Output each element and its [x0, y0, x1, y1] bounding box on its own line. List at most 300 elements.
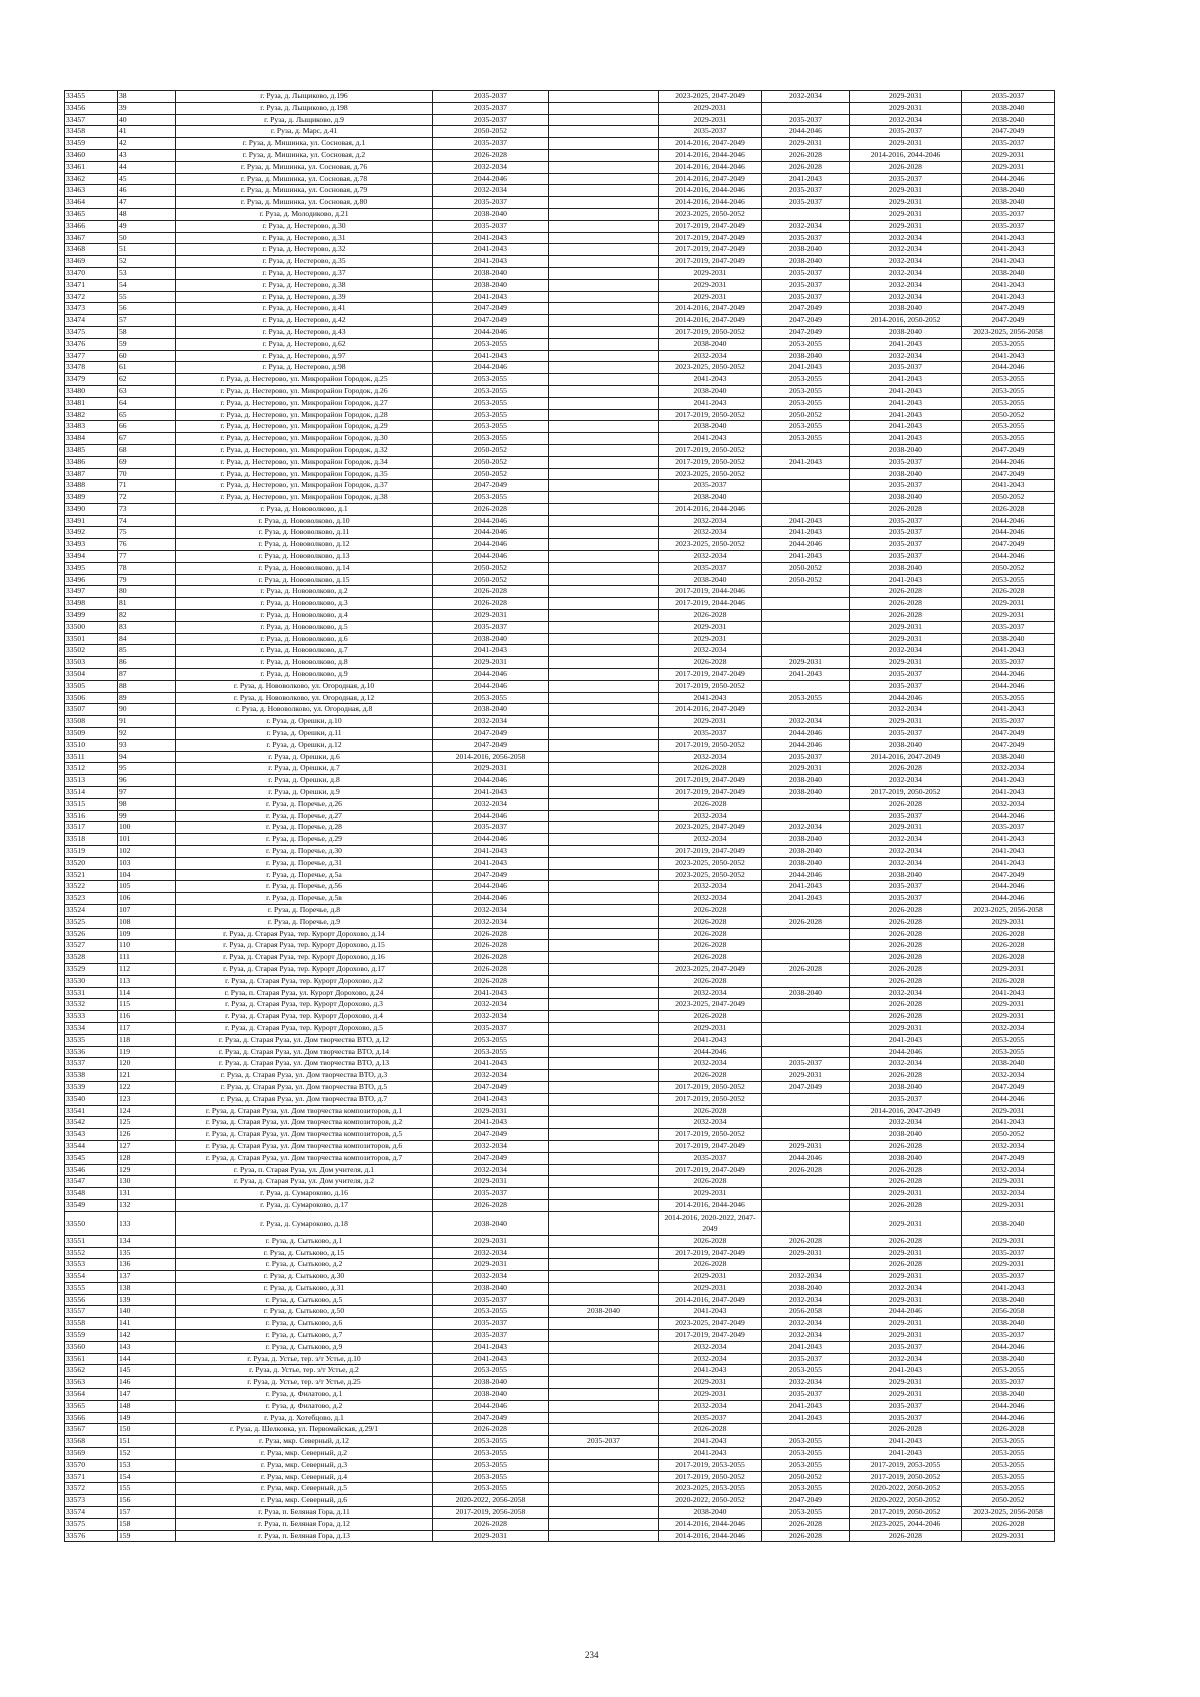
table-cell: 33551 [65, 1235, 118, 1247]
table-cell: 2035-2037 [433, 1188, 549, 1200]
table-cell: 72 [118, 492, 176, 504]
table-cell: 33561 [65, 1353, 118, 1365]
table-cell: 2035-2037 [433, 1318, 549, 1330]
table-cell [762, 621, 850, 633]
table-cell: 2044-2046 [433, 1400, 549, 1412]
table-cell: 2032-2034 [850, 256, 962, 268]
table-cell: 2014-2016, 2044-2046 [659, 197, 762, 209]
table-cell: 2047-2049 [962, 468, 1055, 480]
table-cell: 2041-2043 [962, 846, 1055, 858]
table-cell: 2029-2031 [762, 657, 850, 669]
table-cell: 2035-2037 [762, 232, 850, 244]
table-cell: г. Руза, д. Орешки, д.12 [176, 739, 433, 751]
table-cell: 33573 [65, 1495, 118, 1507]
table-cell [762, 904, 850, 916]
table-cell [549, 1129, 659, 1141]
table-cell: 33494 [65, 551, 118, 563]
table-cell: г. Руза, д. Шелковка, ул. Первомайская, д.29/1 [176, 1424, 433, 1436]
table-cell: 143 [118, 1341, 176, 1353]
table-cell: 2032-2034 [762, 220, 850, 232]
table-cell: 2047-2049 [433, 1081, 549, 1093]
table-row [65, 598, 1055, 610]
table-cell: 68 [118, 444, 176, 456]
table-cell: г. Руза, д. Филатово, д.2 [176, 1400, 433, 1412]
table-cell: г. Руза, д. Нестерово, ул. Микрорайон Городок, д.30 [176, 433, 433, 445]
table-cell: 33531 [65, 987, 118, 999]
table-cell: 2029-2031 [850, 1188, 962, 1200]
table-row [65, 1483, 1055, 1495]
table-cell [549, 999, 659, 1011]
table-cell: 2053-2055 [433, 374, 549, 386]
table-cell [549, 1389, 659, 1401]
table-cell: 2041-2043 [850, 574, 962, 586]
table-cell [549, 704, 659, 716]
table-cell: 2020-2022, 2050-2052 [850, 1495, 962, 1507]
table-cell: 33482 [65, 409, 118, 421]
table-cell: 2041-2043 [762, 1412, 850, 1424]
table-row [65, 739, 1055, 751]
table-cell: 2026-2028 [850, 1199, 962, 1211]
table-cell [762, 1034, 850, 1046]
table-cell: 2035-2037 [433, 1330, 549, 1342]
table-cell: г. Руза, д. Нестерово, д.42 [176, 315, 433, 327]
table-row [65, 161, 1055, 173]
table-row [65, 220, 1055, 232]
table-cell: 75 [118, 527, 176, 539]
table-cell: 82 [118, 610, 176, 622]
table-cell: 2017-2019, 2047-2049 [659, 244, 762, 256]
table-cell: 2032-2034 [659, 1117, 762, 1129]
table-cell [549, 102, 659, 114]
table-cell: 133 [118, 1211, 176, 1235]
table-row [65, 1011, 1055, 1023]
table-cell: 2017-2019, 2053-2055 [659, 1459, 762, 1471]
table-cell [549, 680, 659, 692]
table-cell: 2029-2031 [850, 621, 962, 633]
table-cell: 2026-2028 [850, 503, 962, 515]
table-cell: 2041-2043 [433, 256, 549, 268]
table-cell [549, 1259, 659, 1271]
table-row [65, 657, 1055, 669]
table-cell: 2026-2028 [850, 1424, 962, 1436]
table-cell [549, 598, 659, 610]
table-row [65, 456, 1055, 468]
table-cell: 2038-2040 [850, 562, 962, 574]
table-row [65, 1235, 1055, 1247]
table-row [65, 763, 1055, 775]
table-cell: 33568 [65, 1436, 118, 1448]
table-cell: 2032-2034 [850, 350, 962, 362]
table-cell: 2014-2016, 2047-2049 [659, 704, 762, 716]
table-cell: 2023-2025, 2047-2049 [659, 1318, 762, 1330]
table-cell: 2044-2046 [433, 881, 549, 893]
table-cell: 2014-2016, 2047-2049 [659, 303, 762, 315]
table-cell: 33512 [65, 763, 118, 775]
table-cell: 2026-2028 [433, 1518, 549, 1530]
table-row [65, 669, 1055, 681]
table-cell: 33557 [65, 1306, 118, 1318]
table-cell: 2041-2043 [433, 787, 549, 799]
table-row [65, 1259, 1055, 1271]
table-row [65, 1412, 1055, 1424]
table-cell: 2029-2031 [659, 114, 762, 126]
table-cell: 2026-2028 [659, 763, 762, 775]
table-cell: 60 [118, 350, 176, 362]
table-cell: 33510 [65, 739, 118, 751]
table-cell: 2029-2031 [659, 633, 762, 645]
table-cell: 41 [118, 126, 176, 138]
table-cell: 152 [118, 1448, 176, 1460]
table-cell: 2044-2046 [433, 515, 549, 527]
table-cell: 2041-2043 [659, 1436, 762, 1448]
table-row [65, 1436, 1055, 1448]
table-cell: 2053-2055 [962, 374, 1055, 386]
table-cell: 2038-2040 [433, 1389, 549, 1401]
table-cell: 2035-2037 [549, 1436, 659, 1448]
table-cell: 64 [118, 397, 176, 409]
table-cell: г. Руза, д. Старая Руза, ул. Дом творчества ВТО, д.14 [176, 1046, 433, 1058]
table-cell [549, 857, 659, 869]
table-cell: 2017-2019, 2047-2049 [659, 1247, 762, 1259]
table-row [65, 857, 1055, 869]
table-cell: 2017-2019, 2050-2052 [850, 1507, 962, 1519]
table-cell: 2017-2019, 2044-2046 [659, 586, 762, 598]
table-cell: 2026-2028 [850, 1140, 962, 1152]
table-cell: 33516 [65, 810, 118, 822]
table-cell: 33476 [65, 338, 118, 350]
table-cell [549, 1377, 659, 1389]
table-cell: 2032-2034 [850, 232, 962, 244]
table-cell: 2044-2046 [962, 456, 1055, 468]
table-cell [762, 1176, 850, 1188]
table-cell: 2026-2028 [762, 1518, 850, 1530]
table-cell: 2038-2040 [962, 633, 1055, 645]
table-cell: 2038-2040 [762, 775, 850, 787]
table-row [65, 1330, 1055, 1342]
table-cell: 2044-2046 [433, 539, 549, 551]
table-cell: 2053-2055 [962, 397, 1055, 409]
table-cell: 2032-2034 [659, 527, 762, 539]
table-row [65, 397, 1055, 409]
table-cell: 2044-2046 [433, 326, 549, 338]
table-cell: 90 [118, 704, 176, 716]
table-row [65, 409, 1055, 421]
table-cell: 2023-2025, 2056-2058 [962, 1507, 1055, 1519]
table-row [65, 1424, 1055, 1436]
table-cell [549, 1459, 659, 1471]
table-cell: 2029-2031 [659, 1271, 762, 1283]
table-cell: 2023-2025, 2050-2052 [659, 857, 762, 869]
table-cell: 145 [118, 1365, 176, 1377]
table-cell: 155 [118, 1483, 176, 1495]
table-cell: 33493 [65, 539, 118, 551]
table-cell: 107 [118, 904, 176, 916]
table-cell: 2023-2025, 2047-2049 [659, 999, 762, 1011]
table-cell: 2023-2025, 2050-2052 [659, 468, 762, 480]
table-row [65, 1282, 1055, 1294]
table-cell: 69 [118, 456, 176, 468]
table-cell: 2020-2022, 2050-2052 [850, 1483, 962, 1495]
table-cell: 33572 [65, 1483, 118, 1495]
table-cell: 2032-2034 [850, 267, 962, 279]
table-cell: 2023-2025, 2053-2055 [659, 1483, 762, 1495]
table-cell: 2053-2055 [762, 1448, 850, 1460]
table-cell: 2038-2040 [762, 256, 850, 268]
table-cell: 33496 [65, 574, 118, 586]
table-cell [549, 633, 659, 645]
table-cell [549, 385, 659, 397]
table-cell: 2014-2016, 2044-2046 [850, 149, 962, 161]
table-cell: 2041-2043 [962, 645, 1055, 657]
table-cell: 2017-2019, 2047-2049 [659, 1164, 762, 1176]
table-cell: 2026-2028 [762, 1530, 850, 1542]
table-cell: 2029-2031 [962, 999, 1055, 1011]
table-cell: г. Руза, д. Старая Руза, ул. Дом творчества композиторов, д.7 [176, 1152, 433, 1164]
table-row [65, 645, 1055, 657]
table-cell: 2038-2040 [850, 1081, 962, 1093]
table-cell: г. Руза, д. Старая Руза, ул. Дом творчества композиторов, д.1 [176, 1105, 433, 1117]
table-cell: 2029-2031 [659, 1282, 762, 1294]
table-cell: 33541 [65, 1105, 118, 1117]
table-cell: 2017-2019, 2047-2049 [659, 846, 762, 858]
table-cell: 2017-2019, 2053-2055 [850, 1459, 962, 1471]
table-cell [549, 846, 659, 858]
table-cell [549, 928, 659, 940]
table-cell: г. Руза, д. Старая Руза, тер. Курорт Дорохово, д.2 [176, 975, 433, 987]
table-cell: г. Руза, д. Поречье, д.28 [176, 822, 433, 834]
table-cell [549, 1081, 659, 1093]
table-cell [549, 1271, 659, 1283]
table-cell [549, 739, 659, 751]
table-cell: 2038-2040 [962, 185, 1055, 197]
table-row [65, 503, 1055, 515]
table-row [65, 468, 1055, 480]
table-cell: г. Руза, д. Поречье, д.8 [176, 904, 433, 916]
table-row [65, 1034, 1055, 1046]
table-cell: 2035-2037 [850, 515, 962, 527]
table-cell: 2053-2055 [962, 1436, 1055, 1448]
table-cell: 2047-2049 [433, 728, 549, 740]
table-cell: г. Руза, д. Сытьково, д.1 [176, 1235, 433, 1247]
table-cell: 2050-2052 [962, 409, 1055, 421]
table-cell: 2032-2034 [762, 1318, 850, 1330]
table-cell: 2026-2028 [962, 952, 1055, 964]
table-cell: 2041-2043 [962, 857, 1055, 869]
table-cell [549, 350, 659, 362]
table-cell: 2035-2037 [433, 102, 549, 114]
table-cell: г. Руза, д. Нестерово, д.30 [176, 220, 433, 232]
table-row [65, 208, 1055, 220]
table-cell: 2029-2031 [433, 610, 549, 622]
table-cell: 33543 [65, 1129, 118, 1141]
table-cell: г. Руза, д. Нестерово, ул. Микрорайон Городок, д.28 [176, 409, 433, 421]
table-cell: 2026-2028 [659, 657, 762, 669]
table-cell: 74 [118, 515, 176, 527]
table-cell: 2026-2028 [850, 1530, 962, 1542]
table-cell: 2050-2052 [433, 456, 549, 468]
table-cell: 2032-2034 [433, 716, 549, 728]
table-cell: г. Руза, д. Поречье, д.5а [176, 869, 433, 881]
table-cell: 2035-2037 [962, 208, 1055, 220]
table-cell: 2023-2025, 2050-2052 [659, 362, 762, 374]
table-cell: 2035-2037 [962, 1377, 1055, 1389]
table-cell: 38 [118, 91, 176, 103]
table-cell: 63 [118, 385, 176, 397]
table-row [65, 1199, 1055, 1211]
table-cell: 2047-2049 [962, 739, 1055, 751]
table-cell: 2044-2046 [433, 527, 549, 539]
table-cell [549, 1400, 659, 1412]
table-cell [762, 503, 850, 515]
table-cell: 2053-2055 [762, 421, 850, 433]
table-cell: г. Руза, д. Нововолково, д.2 [176, 586, 433, 598]
table-cell: 2029-2031 [850, 1389, 962, 1401]
table-cell: 2032-2034 [659, 551, 762, 563]
table-row [65, 338, 1055, 350]
table-cell [549, 834, 659, 846]
table-cell [549, 315, 659, 327]
table-cell: 2047-2049 [762, 315, 850, 327]
table-cell: 33555 [65, 1282, 118, 1294]
table-cell: 33498 [65, 598, 118, 610]
table-cell: г. Руза, д. Нововолково, ул. Огородная, д.10 [176, 680, 433, 692]
table-cell: 52 [118, 256, 176, 268]
table-cell: 2029-2031 [433, 1176, 549, 1188]
table-cell: 2044-2046 [762, 739, 850, 751]
table-cell: 2026-2028 [850, 161, 962, 173]
table-cell: 33464 [65, 197, 118, 209]
table-cell: 2032-2034 [659, 881, 762, 893]
table-cell: 2041-2043 [659, 1034, 762, 1046]
table-cell: 2029-2031 [850, 1271, 962, 1283]
table-cell [762, 999, 850, 1011]
table-row [65, 1152, 1055, 1164]
table-cell: 33509 [65, 728, 118, 740]
table-cell: 2035-2037 [433, 114, 549, 126]
table-cell: 2014-2016, 2044-2046 [659, 503, 762, 515]
table-cell: 2017-2019, 2047-2049 [659, 1330, 762, 1342]
table-cell [549, 1365, 659, 1377]
table-cell: 33539 [65, 1081, 118, 1093]
table-cell: 156 [118, 1495, 176, 1507]
table-cell: 137 [118, 1271, 176, 1283]
table-cell: 2035-2037 [433, 822, 549, 834]
table-row [65, 1365, 1055, 1377]
table-cell: 33503 [65, 657, 118, 669]
table-cell: 2032-2034 [850, 291, 962, 303]
table-cell: г. Руза, д. Нововолково, д.1 [176, 503, 433, 515]
table-cell: 2041-2043 [659, 1306, 762, 1318]
table-cell: 2041-2043 [762, 515, 850, 527]
table-cell: 2038-2040 [659, 1507, 762, 1519]
table-cell [549, 586, 659, 598]
table-cell: г. Руза, п. Беляная Гора, д.11 [176, 1507, 433, 1519]
table-cell: 2035-2037 [850, 480, 962, 492]
table-cell: 2035-2037 [433, 138, 549, 150]
table-cell: 71 [118, 480, 176, 492]
table-cell: 2017-2019, 2050-2052 [659, 456, 762, 468]
table-cell: 2041-2043 [762, 881, 850, 893]
table-cell [549, 1152, 659, 1164]
table-row [65, 91, 1055, 103]
table-cell: г. Руза, д. Нововолково, д.10 [176, 515, 433, 527]
table-cell: 111 [118, 952, 176, 964]
table-cell: 2038-2040 [762, 244, 850, 256]
table-cell: г. Руза, д. Устье, тер. з/т Устье, д.25 [176, 1377, 433, 1389]
table-cell: 2026-2028 [850, 940, 962, 952]
table-cell: 2053-2055 [433, 1471, 549, 1483]
table-cell: 2041-2043 [433, 350, 549, 362]
table-cell: 102 [118, 846, 176, 858]
table-cell: 2029-2031 [850, 1211, 962, 1235]
table-cell: 2029-2031 [433, 1530, 549, 1542]
table-row [65, 574, 1055, 586]
table-cell: 2041-2043 [659, 433, 762, 445]
table-cell: 2053-2055 [962, 1471, 1055, 1483]
table-cell: г. Руза, д. Сытьково, д.30 [176, 1271, 433, 1283]
table-cell: 33542 [65, 1117, 118, 1129]
table-cell: 2050-2052 [762, 1471, 850, 1483]
table-cell: 33481 [65, 397, 118, 409]
table-cell: 2044-2046 [433, 551, 549, 563]
table-row [65, 385, 1055, 397]
table-cell: 2026-2028 [659, 798, 762, 810]
table-cell: 2041-2043 [762, 1400, 850, 1412]
table-cell: 2053-2055 [762, 433, 850, 445]
table-row [65, 1058, 1055, 1070]
table-cell: 2038-2040 [659, 492, 762, 504]
table-cell: г. Руза, д. Нестерово, ул. Микрорайон Городок, д.34 [176, 456, 433, 468]
table-cell: г. Руза, д. Нестерово, ул. Микрорайон Городок, д.26 [176, 385, 433, 397]
table-cell: г. Руза, д. Сумароково, д.16 [176, 1188, 433, 1200]
table-cell [549, 444, 659, 456]
table-row [65, 244, 1055, 256]
table-row [65, 1247, 1055, 1259]
table-cell [762, 952, 850, 964]
table-cell [549, 810, 659, 822]
table-cell: г. Руза, д. Нестерово, д.35 [176, 256, 433, 268]
table-cell: 116 [118, 1011, 176, 1023]
table-cell: 2026-2028 [659, 1424, 762, 1436]
table-cell: г. Руза, п. Беляная Гора, д.12 [176, 1518, 433, 1530]
table-cell: 2038-2040 [762, 857, 850, 869]
table-cell: 33468 [65, 244, 118, 256]
table-cell: 2014-2016, 2020-2022, 2047-2049 [659, 1211, 762, 1235]
table-cell: г. Руза, д. Поречье, д.29 [176, 834, 433, 846]
table-cell: 33480 [65, 385, 118, 397]
table-cell: 2026-2028 [850, 952, 962, 964]
table-row [65, 433, 1055, 445]
table-cell: 2032-2034 [850, 1117, 962, 1129]
table-cell: г. Руза, д. Марс, д.41 [176, 126, 433, 138]
table-cell: 2038-2040 [659, 574, 762, 586]
table-cell: 2032-2034 [850, 244, 962, 256]
table-cell: 126 [118, 1129, 176, 1141]
table-cell: 33532 [65, 999, 118, 1011]
table-cell: 2029-2031 [962, 1199, 1055, 1211]
table-row [65, 480, 1055, 492]
table-cell: 157 [118, 1507, 176, 1519]
table-row [65, 1070, 1055, 1082]
table-cell: г. Руза, д. Нововолково, д.12 [176, 539, 433, 551]
table-cell: 33533 [65, 1011, 118, 1023]
table-cell [762, 598, 850, 610]
table-cell: 138 [118, 1282, 176, 1294]
table-cell: 100 [118, 822, 176, 834]
table-cell [549, 869, 659, 881]
table-cell: 2032-2034 [850, 1353, 962, 1365]
table-cell: г. Руза, д. Старая Руза, ул. Дом творчества ВТО, д.13 [176, 1058, 433, 1070]
